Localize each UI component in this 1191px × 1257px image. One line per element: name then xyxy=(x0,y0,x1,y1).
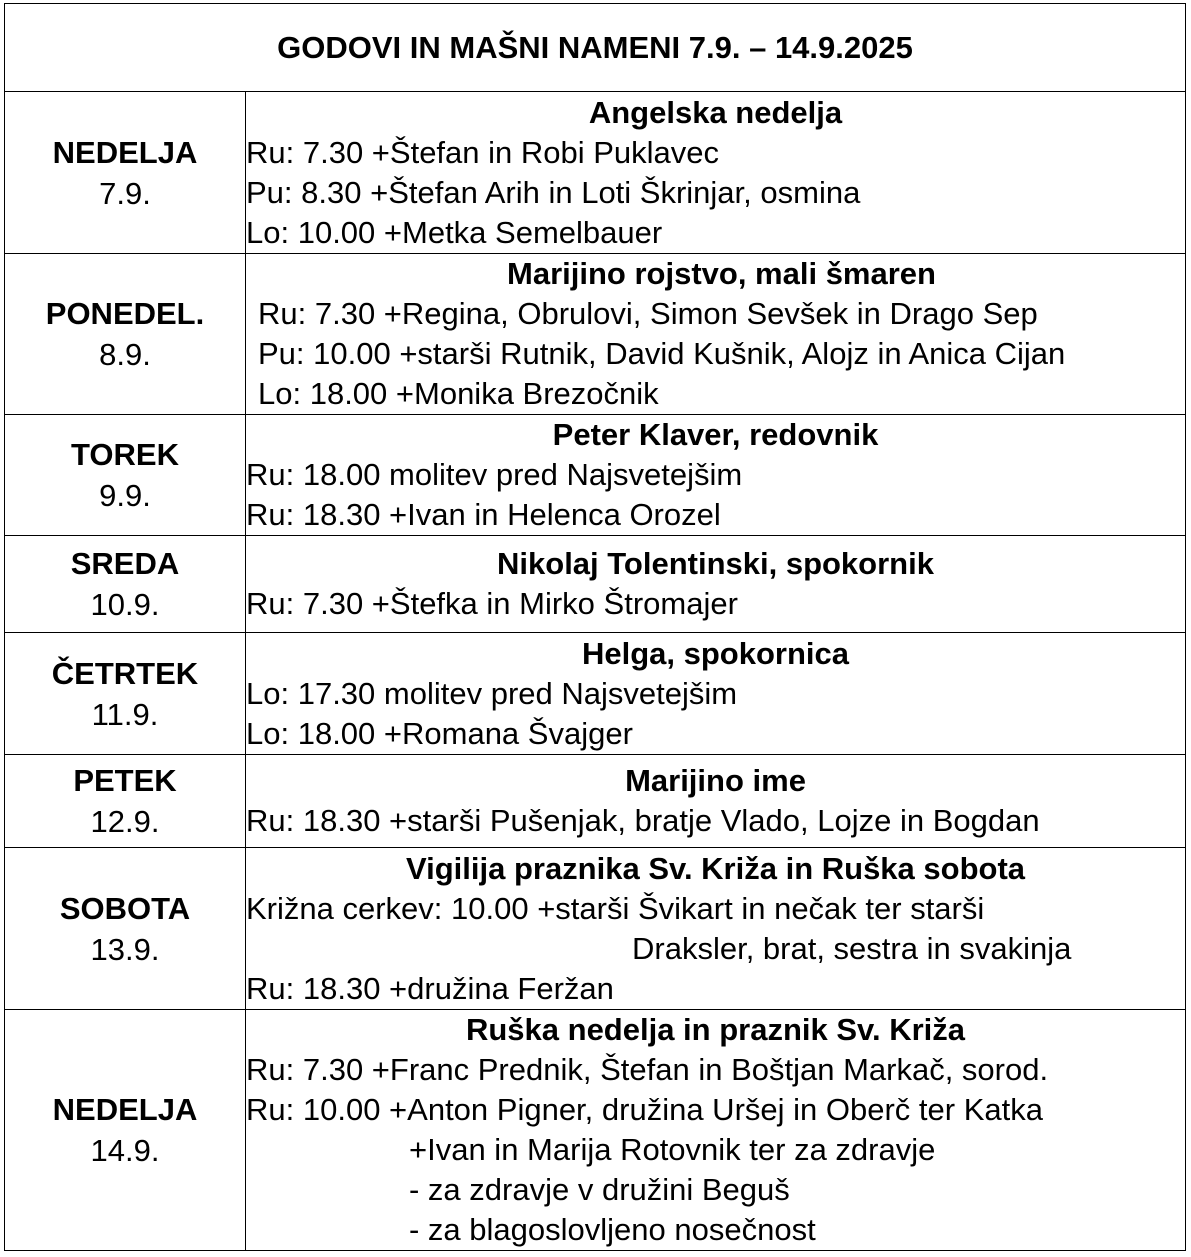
day-date: 11.9. xyxy=(91,696,159,732)
mass-line: Križna cerkev: 10.00 +starši Švikart in nečak ter starši xyxy=(246,890,985,926)
day-row xyxy=(5,254,1186,415)
day-cell xyxy=(5,254,246,415)
mass-line: Pu: 8.30 +Štefan Arih in Loti Škrinjar, osmina xyxy=(246,174,861,210)
day-cell xyxy=(5,92,246,254)
day-name: PETEK xyxy=(73,763,177,798)
day-row xyxy=(5,92,1186,254)
day-row xyxy=(5,536,1186,633)
feast-title: Vigilija praznika Sv. Križa in Ruška sobota xyxy=(405,850,1026,886)
feast-title: Ruška nedelja in praznik Sv. Križa xyxy=(465,1012,966,1047)
day-date: 14.9. xyxy=(90,1133,160,1168)
mass-line-continuation: - za zdravje v družini Beguš xyxy=(409,1172,790,1207)
day-row xyxy=(5,755,1186,848)
day-name: NEDELJA xyxy=(52,134,198,170)
day-date: 10.9. xyxy=(90,587,160,622)
mass-line: Pu: 10.00 +starši Rutnik, David Kušnik, Alojz in Anica Cijan xyxy=(258,336,1066,371)
mass-line: Ru: 18.30 +Ivan in Helenca Orozel xyxy=(246,497,721,532)
day-name: TOREK xyxy=(71,437,179,472)
day-name: PONEDEL. xyxy=(45,296,205,331)
mass-line: Lo: 17.30 molitev pred Najsvetejšim xyxy=(246,675,738,711)
entries-cell xyxy=(246,755,1186,848)
day-row xyxy=(5,415,1186,536)
day-date: 7.9. xyxy=(99,175,151,211)
feast-title: Peter Klaver, redovnik xyxy=(552,417,879,452)
mass-line-continuation: Draksler, brat, sestra in svakinja xyxy=(632,930,1072,966)
day-cell xyxy=(5,848,246,1010)
mass-line: Ru: 18.00 molitev pred Najsvetejšim xyxy=(246,457,743,492)
mass-line: Ru: 18.30 +starši Pušenjak, bratje Vlado, Lojze in Bogdan xyxy=(246,803,1040,838)
title-row xyxy=(5,4,1186,92)
day-name: SOBOTA xyxy=(59,890,191,926)
page-title: GODOVI IN MAŠNI NAMENI 7.9. – 14.9.2025 xyxy=(5,4,1186,92)
day-row xyxy=(5,633,1186,755)
entries-cell xyxy=(246,633,1186,755)
mass-line: Lo: 10.00 +Metka Semelbauer xyxy=(246,214,663,250)
day-date: 13.9. xyxy=(90,931,160,967)
day-name: ČETRTEK xyxy=(51,655,199,691)
day-name: NEDELJA xyxy=(52,1092,198,1127)
schedule-table xyxy=(4,3,1186,1251)
feast-title: Nikolaj Tolentinski, spokornik xyxy=(497,546,934,581)
entries-cell xyxy=(246,92,1186,254)
day-cell xyxy=(5,536,246,633)
day-cell xyxy=(5,1010,246,1251)
mass-line: Ru: 18.30 +družina Feržan xyxy=(246,970,614,1006)
day-date: 9.9. xyxy=(99,478,151,513)
mass-line: Ru: 7.30 +Štefka in Mirko Štromajer xyxy=(246,586,738,621)
entries-cell xyxy=(246,1010,1186,1251)
entries-cell xyxy=(246,536,1186,633)
feast-title: Helga, spokornica xyxy=(581,635,850,671)
entries-cell xyxy=(246,254,1186,415)
day-date: 12.9. xyxy=(90,804,160,839)
day-name: SREDA xyxy=(70,546,180,581)
entries-cell xyxy=(246,415,1186,536)
mass-line: Ru: 7.30 +Štefan in Robi Puklavec xyxy=(246,134,720,170)
day-cell xyxy=(5,755,246,848)
entries-cell xyxy=(246,848,1186,1010)
day-date: 8.9. xyxy=(99,337,151,372)
mass-line: Ru: 7.30 +Regina, Obrulovi, Simon Sevšek in Drago Sep xyxy=(258,296,1038,331)
day-cell xyxy=(5,415,246,536)
mass-line: Lo: 18.00 +Monika Brezočnik xyxy=(258,376,659,411)
mass-line: Ru: 7.30 +Franc Prednik, Štefan in Boštjan Markač, sorod. xyxy=(246,1052,1049,1087)
day-row xyxy=(5,1010,1186,1251)
feast-title: Angelska nedelja xyxy=(588,94,843,130)
day-row xyxy=(5,848,1186,1010)
mass-line-continuation: +Ivan in Marija Rotovnik ter za zdravje xyxy=(409,1132,936,1167)
day-cell xyxy=(5,633,246,755)
feast-title: Marijino rojstvo, mali šmaren xyxy=(507,256,936,291)
mass-line: Lo: 18.00 +Romana Švajger xyxy=(246,715,633,751)
mass-line: Ru: 10.00 +Anton Pigner, družina Uršej in Oberč ter Katka xyxy=(246,1092,1043,1127)
feast-title: Marijino ime xyxy=(625,763,806,798)
mass-line-continuation: - za blagoslovljeno nosečnost xyxy=(409,1212,816,1247)
